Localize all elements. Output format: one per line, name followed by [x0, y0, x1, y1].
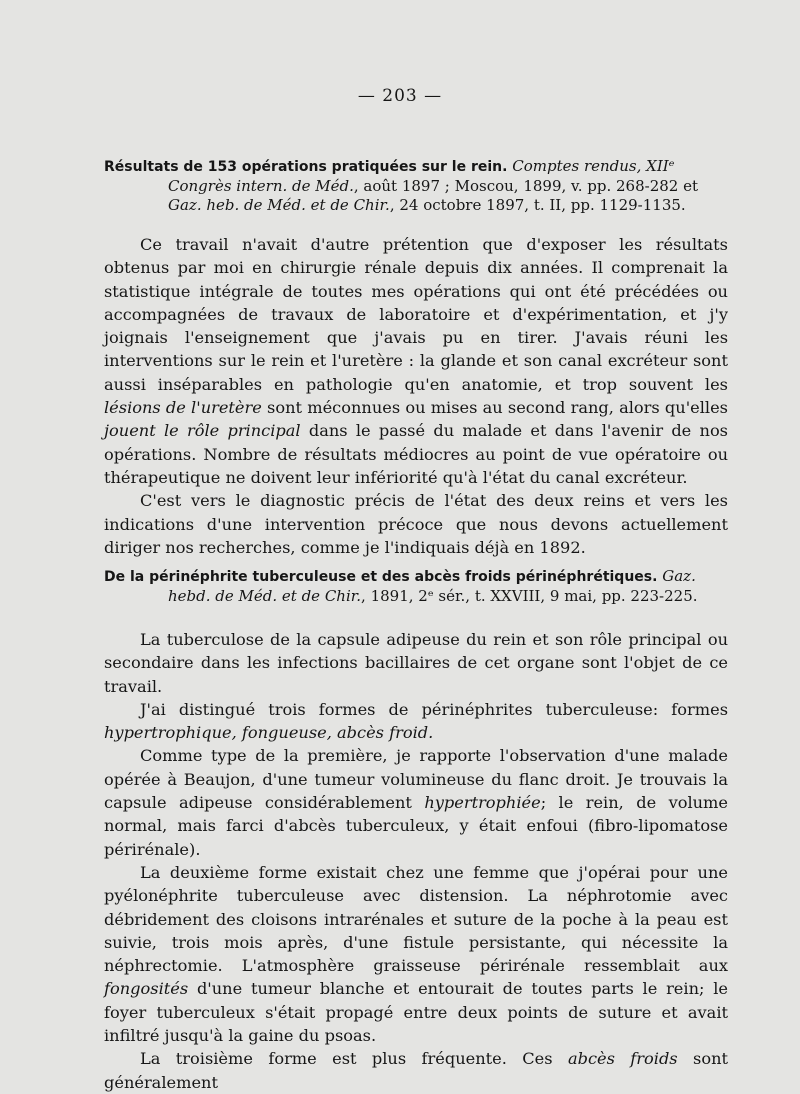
- italic-phrase: abcès froids: [567, 1049, 678, 1069]
- section-1-body: [104, 233, 728, 559]
- section-2-reference: [104, 567, 726, 606]
- section-2-title: De la périnéphrite tuberculeuse et des abcès froids périnéphrétiques.: [104, 569, 658, 585]
- section-1-paragraph-2: C'est vers le diagnostic précis de l'état des deux reins et vers les indications d'une intervention précoce que nous devons actuellement diriger nos recherches, comme je l'indiquais déjà en 1892.: [104, 491, 728, 557]
- italic-phrase: hypertrophiée: [424, 793, 541, 813]
- section-1-ref-details-2: , 24 octobre 1897, t. II, pp. 1129-1135.: [389, 196, 686, 214]
- page-number: — 203 —: [357, 86, 443, 106]
- section-2-paragraph-4: [104, 861, 728, 1047]
- section-1-paragraph-1: [104, 233, 728, 489]
- italic-phrase: jouent le rôle principal: [104, 421, 301, 441]
- paragraph-text: sont méconnues ou mises au second rang, alors qu'elles: [267, 398, 728, 418]
- section-2-paragraph-1: La tuberculose de la capsule adipeuse du rein et son rôle principal ou secondaire dans les infections bacillaires de cet organe sont l'objet de ce travail.: [104, 630, 728, 696]
- section-1-reference: [104, 157, 726, 215]
- section-1-ref-details-1: , août 1897 ; Moscou, 1899, v. pp. 268-282 et: [353, 177, 699, 195]
- italic-phrase: fongosités: [104, 979, 189, 999]
- paragraph-text: dans le passé du malade et dans l'avenir de nos opérations. Nombre de résultats médiocres au point de vue opératoire ou thérapeutique ne doivent leur infériorité qu'à l'état du canal excréteur.: [104, 421, 728, 487]
- paragraph-text: La deuxième forme existait chez une femme que j'opérai pour une pyélonéphrite tuberculeuse avec distension. La néphrotomie avec débridement des cloisons intrarénales et suture de la poche à la peau est suivie, trois mois après, d'une fistule persistante, qui nécessite la néphrectomie. L'atmosphère graisseuse périrénale ressemblait aux: [104, 862, 728, 976]
- italic-phrase: lésions de l'uretère: [104, 398, 262, 418]
- section-2-ref-details: , 1891, 2ᵉ sér., t. XXVIII, 9 mai, pp. 223-225.: [361, 587, 698, 605]
- section-1-title: Résultats de 153 opérations pratiquées sur le rein.: [104, 159, 508, 175]
- section-2-paragraph-2: [104, 698, 728, 745]
- paragraph-text: sont généralement: [104, 1049, 728, 1092]
- paragraph-text: J'ai distingué trois formes de périnéphrites tuberculeuse: formes: [140, 699, 728, 719]
- italic-phrase: hypertrophique, fongueuse, abcès froid.: [104, 723, 434, 743]
- paragraph-text: La troisième forme est plus fréquente. Ces: [140, 1049, 553, 1069]
- section-2-paragraph-5: [104, 1047, 728, 1094]
- paragraph-text: Ce travail n'avait d'autre prétention que d'exposer les résultats obtenus par moi en chirurgie rénale depuis dix années. Il comprenait la statistique intégrale de toutes mes opérations qui ont été précédées ou accompagnées de travaux de laboratoire et d'expérimentation, et j'y joignais l'enseignement que j'avais pu en tirer. J'avais réuni les interventions sur le rein et l'uretère : la glande et son canal excréteur sont aussi inséparables en pathologie qu'en anatomie, et trop souvent les: [104, 235, 728, 394]
- paragraph-text: Comme type de la première, je rapporte l'observation d'une malade opérée à Beaujon, d'une tumeur volumineuse du flanc droit. Je trouvais la capsule adipeuse considérablement: [104, 746, 728, 813]
- section-1-journal-2: Gaz. heb. de Méd. et de Chir.: [168, 196, 390, 214]
- section-2-body: [104, 628, 728, 1094]
- paragraph-text: d'une tumeur blanche et entourait de toutes parts le rein; le foyer tuberculeux s'était propagé entre deux points de suture et avait infiltré jusqu'à la gaine du psoas.: [104, 979, 728, 1046]
- paragraph-text: ; le rein, de volume normal, mais farci d'abcès tuberculeux, y était enfoui (fibro-lipomatose périrénale).: [104, 793, 728, 859]
- section-2-journal: Gaz. hebd. de Méd. et de Chir.: [168, 567, 696, 605]
- section-2-paragraph-3: [104, 744, 728, 860]
- section-1-journal-1: Comptes rendus, XIIᵉ Congrès intern. de Méd.: [168, 157, 675, 195]
